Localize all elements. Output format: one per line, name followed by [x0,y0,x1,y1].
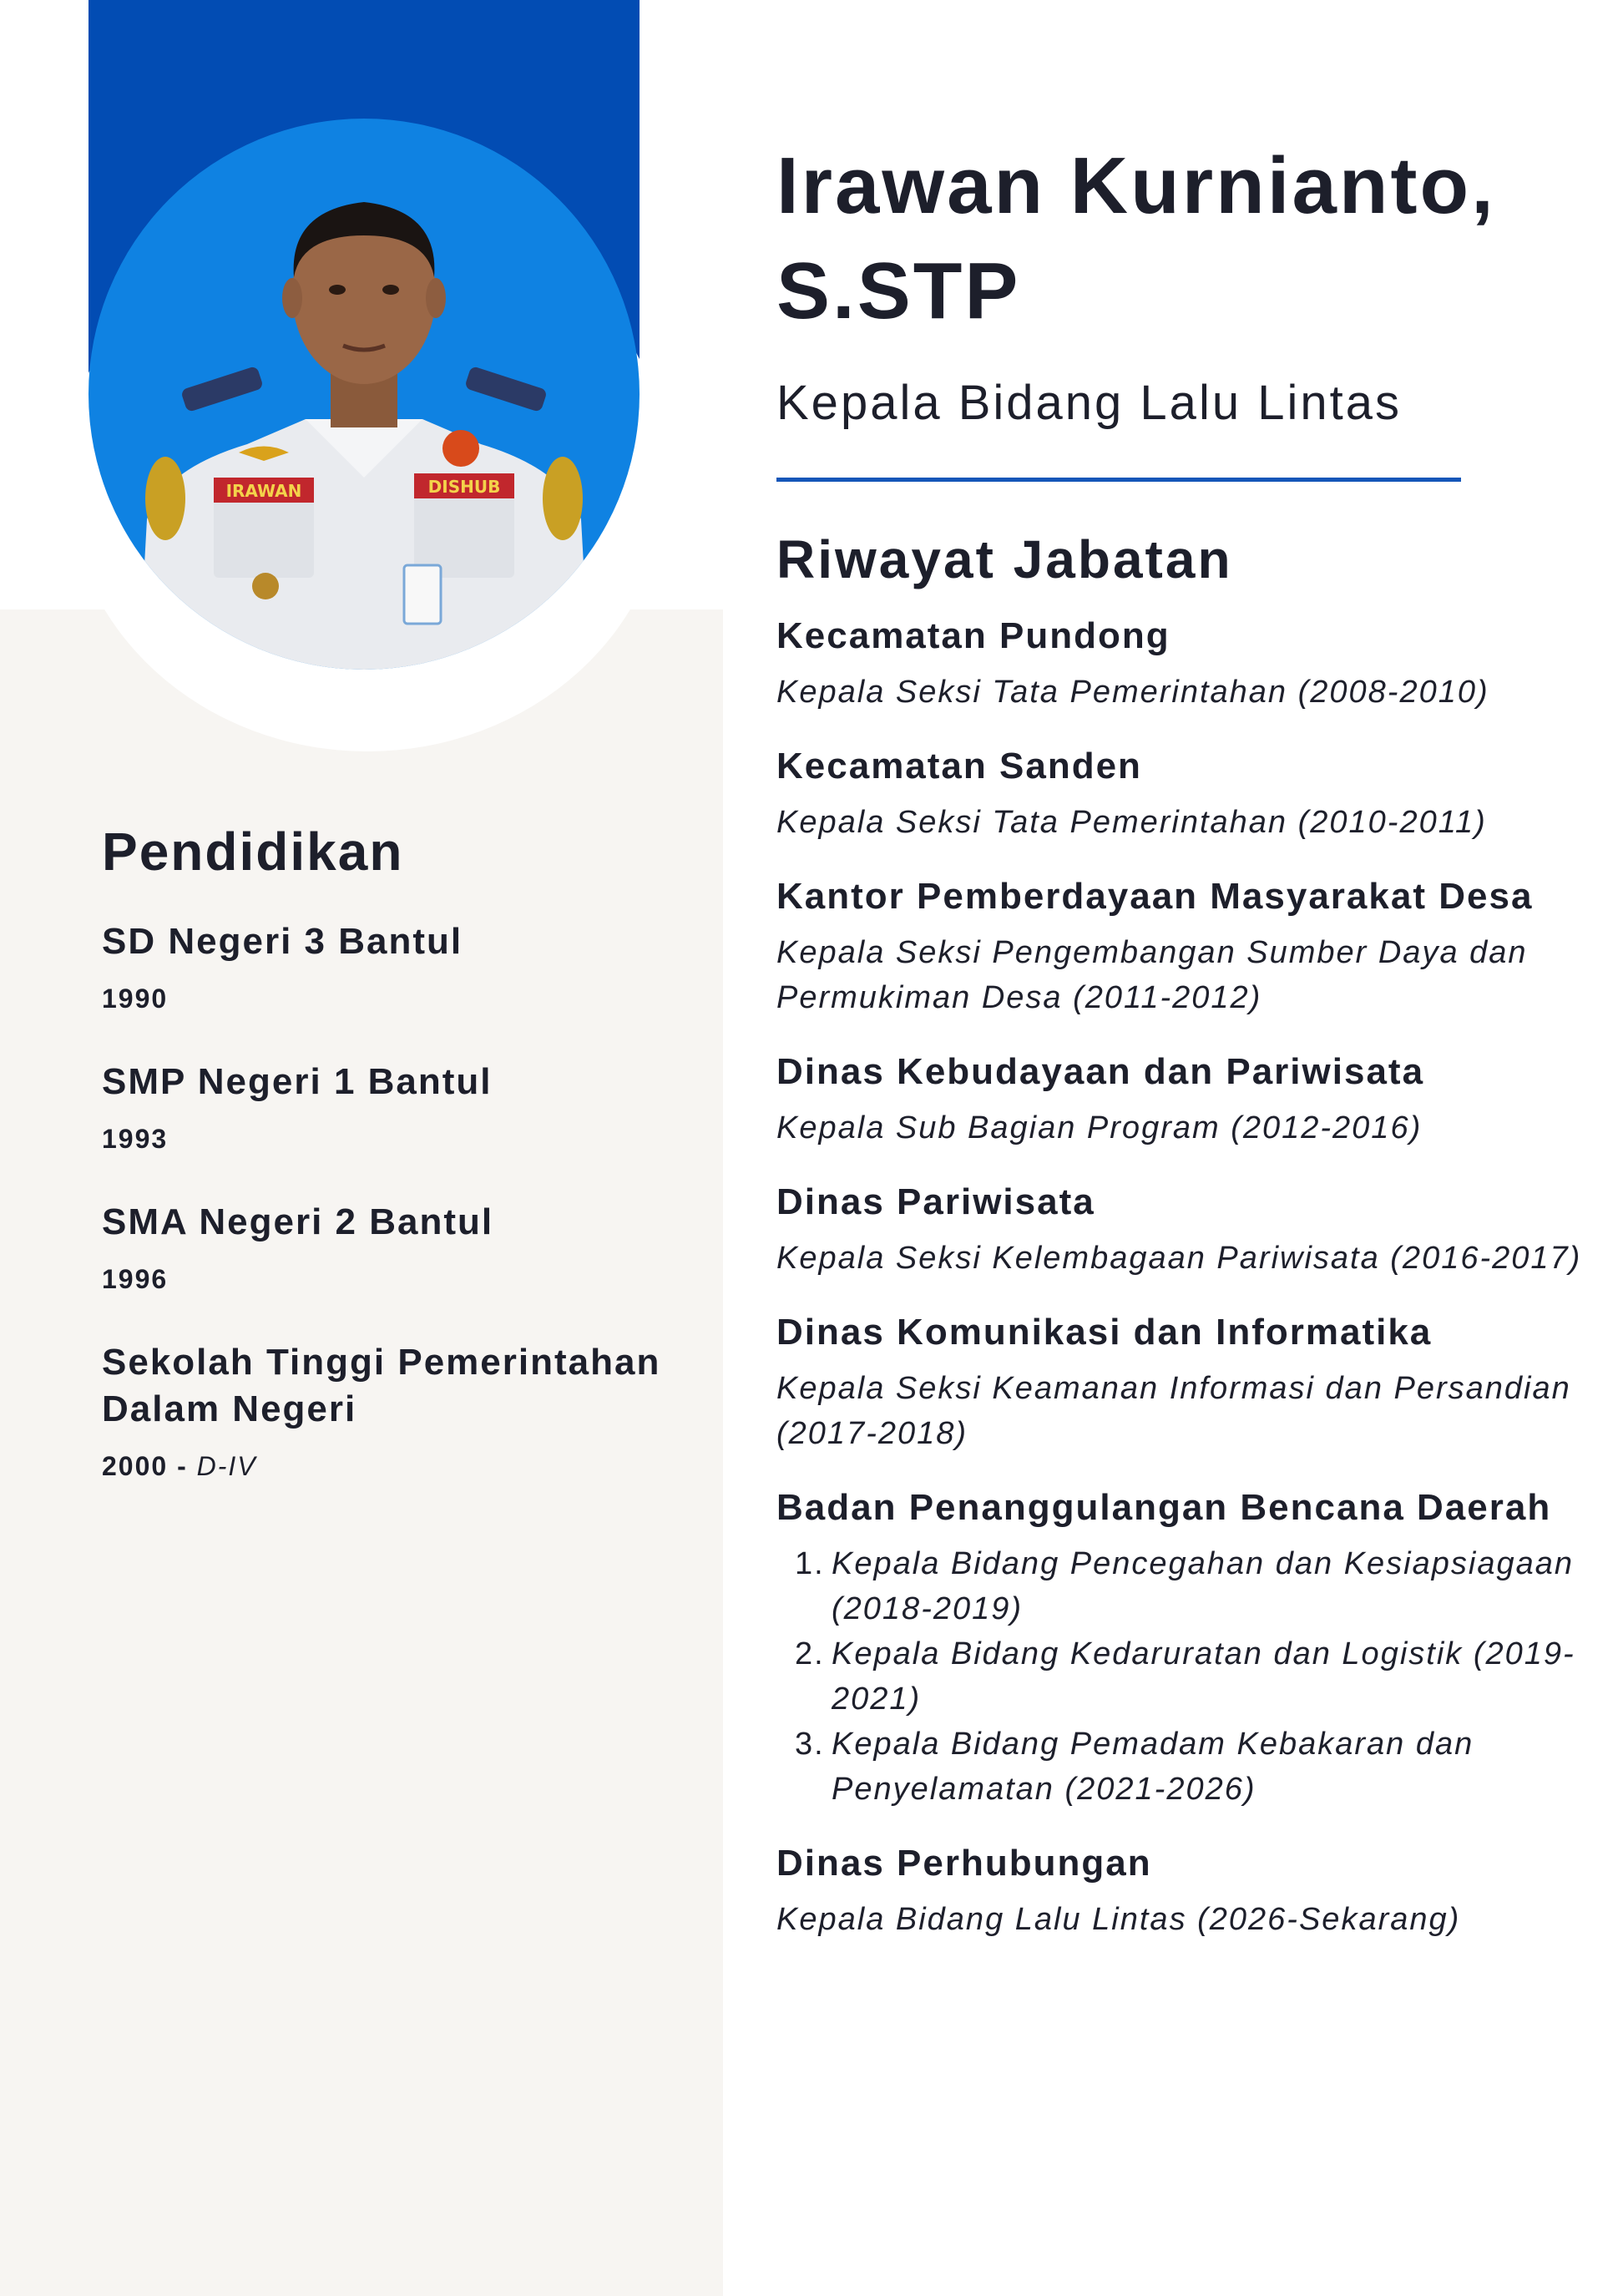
education-year [102,1122,703,1156]
career-position: Kepala Bidang Lalu Lintas (2026-Sekarang) [776,1902,1461,1937]
career-sub-position [776,1631,1611,1722]
education-item [102,1059,703,1156]
career-item [776,740,1611,845]
career-sub-position [776,1541,1611,1631]
career-list [776,609,1611,1967]
career-position: Kepala Seksi Tata Pemerintahan (2010-2011) [776,805,1487,840]
career-organization: Dinas Kebudayaan dan Pariwisata [776,1051,1425,1092]
career-position: Kepala Seksi Keamanan Informasi dan Persandian (2017-2018) [776,1371,1571,1451]
education-list [102,918,703,1526]
education-year-value: 1993 [102,1124,169,1154]
education-item [102,1339,703,1483]
education-year [102,1262,703,1296]
career-organization: Kecamatan Sanden [776,746,1142,786]
sub-position-text: Kepala Bidang Pencegahan dan Kesiapsiagaan (2018-2019) [832,1546,1574,1626]
career-item [776,1837,1611,1942]
career-heading: Riwayat Jabatan [776,529,1233,589]
career-organization: Badan Penanggulangan Bencana Daerah [776,1487,1552,1528]
sub-position-text: Kepala Bidang Pemadam Kebakaran dan Penyelamatan (2021-2026) [832,1727,1474,1807]
education-heading: Pendidikan [102,822,404,882]
career-organization: Kantor Pemberdayaan Masyarakat Desa [776,876,1534,917]
career-organization: Dinas Perhubungan [776,1843,1152,1884]
career-organization: Dinas Komunikasi dan Informatika [776,1312,1433,1353]
list-number: 1. [795,1546,825,1581]
uniform-name-tag: IRAWAN [225,481,302,501]
education-year [102,982,703,1015]
career-sub-position [776,1722,1611,1812]
education-item [102,1199,703,1296]
education-school: SMA Negeri 2 Bantul [102,1201,494,1242]
uniformed-officer-portrait [88,119,640,670]
career-item [776,1045,1611,1151]
career-position: Kepala Seksi Tata Pemerintahan (2008-2010) [776,675,1489,710]
career-organization: Kecamatan Pundong [776,615,1170,656]
career-organization: Dinas Pariwisata [776,1181,1095,1222]
career-position: Kepala Seksi Kelembagaan Pariwisata (2016-2017) [776,1241,1582,1276]
person-title: Kepala Bidang Lalu Lintas [776,376,1402,430]
education-school: SD Negeri 3 Bantul [102,921,463,962]
career-item [776,1306,1611,1456]
person-name: Irawan Kurnianto, S.STP [776,141,1496,336]
list-number: 2. [795,1636,825,1671]
career-item [776,870,1611,1020]
uniform-unit-tag: DISHUB [427,477,501,497]
header-divider [776,478,1461,482]
career-position: Kepala Sub Bagian Program (2012-2016) [776,1110,1423,1145]
profile-photo [88,119,640,670]
career-sub-positions [776,1541,1611,1812]
career-position: Kepala Seksi Pengembangan Sumber Daya dan Permukiman Desa (2011-2012) [776,935,1528,1015]
education-item [102,918,703,1015]
education-year-value: 1990 [102,984,169,1014]
education-year-value: 2000 - [102,1451,188,1481]
sub-position-text: Kepala Bidang Kedaruratan dan Logistik (2019-2021) [832,1636,1575,1717]
education-year [102,1449,703,1483]
career-item [776,609,1611,715]
career-item [776,1176,1611,1281]
career-item [776,1481,1611,1812]
education-degree: D-IV [196,1451,257,1481]
list-number: 3. [795,1727,825,1762]
education-year-value: 1996 [102,1264,169,1294]
education-school: Sekolah Tinggi Pemerintahan Dalam Negeri [102,1342,661,1429]
education-school: SMP Negeri 1 Bantul [102,1061,493,1102]
